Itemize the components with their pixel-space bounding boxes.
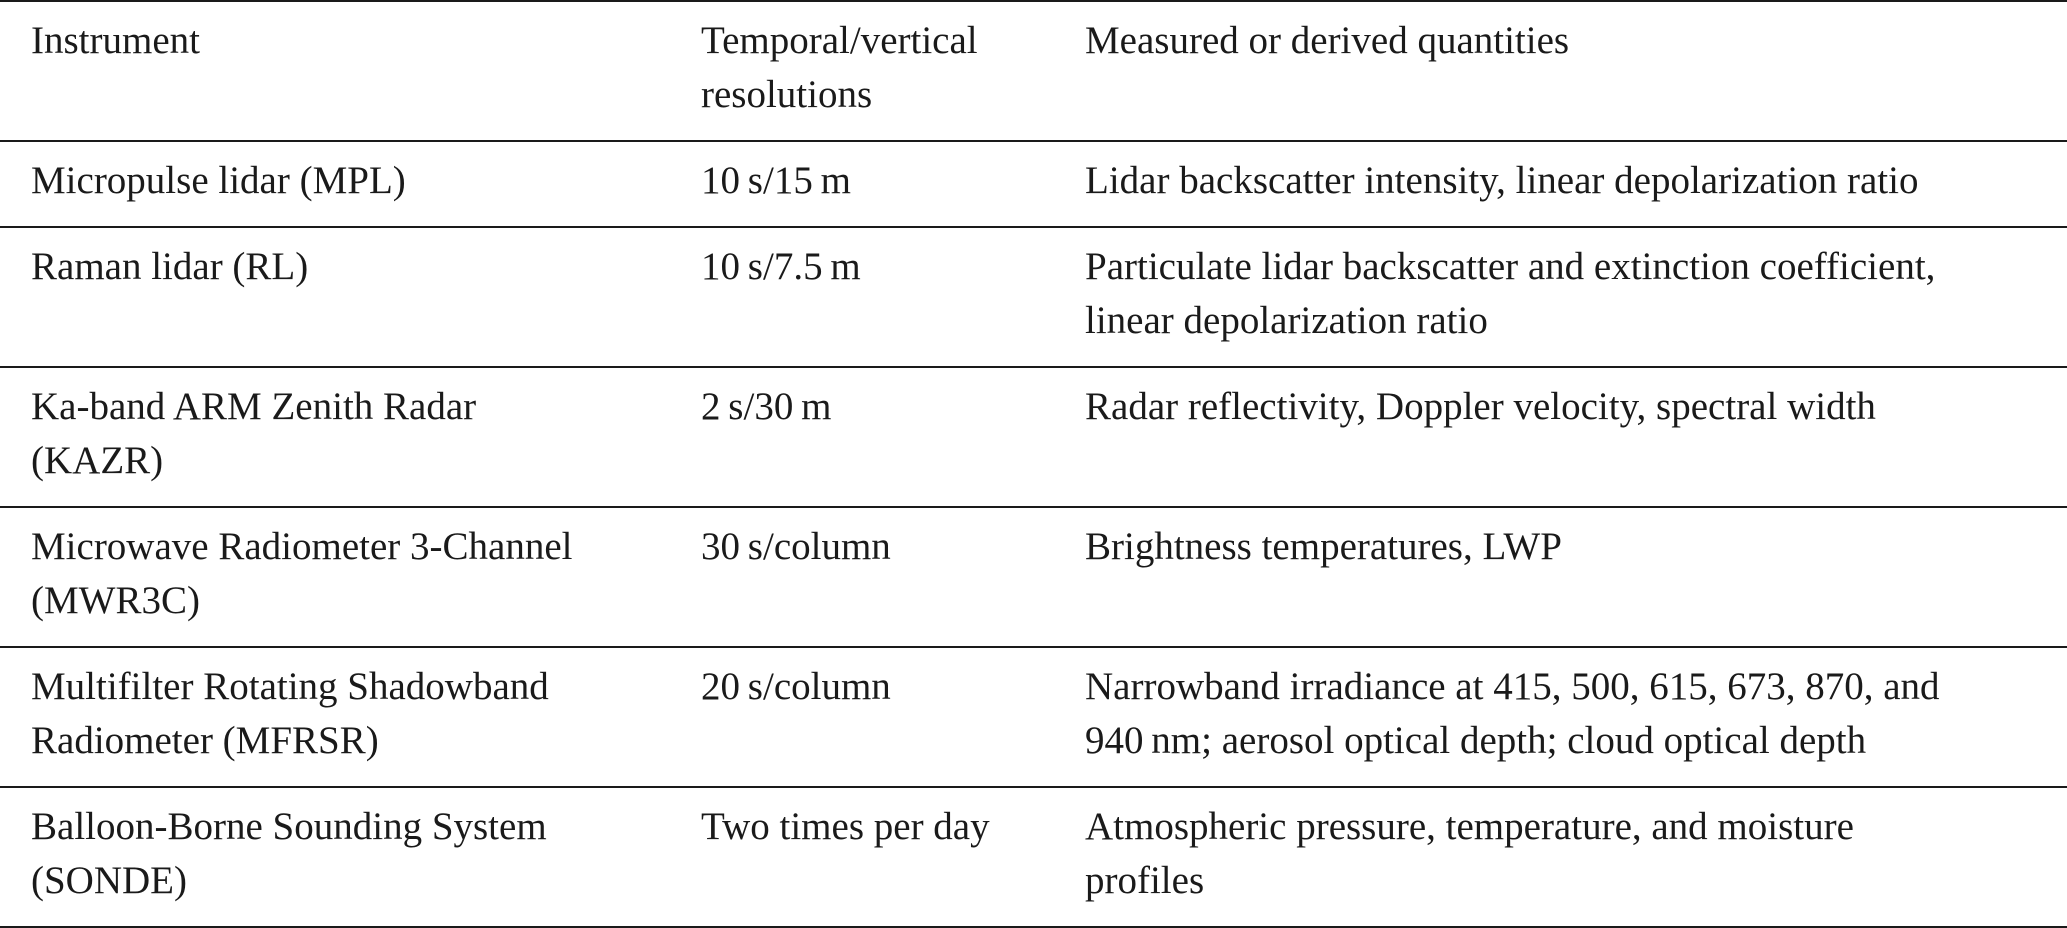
cell-instrument-line: Raman lidar (RL) bbox=[31, 245, 309, 288]
cell-instrument bbox=[0, 141, 700, 227]
cell-resolution: 2 s/30 m bbox=[701, 385, 832, 428]
cell-instrument-line: Balloon-Borne Sounding System bbox=[31, 805, 547, 848]
cell-quantities-line: Brightness temperatures, LWP bbox=[1085, 525, 1562, 568]
cell-instrument bbox=[0, 367, 700, 507]
cell-quantities-line: Particulate lidar backscatter and extinction coefficient, bbox=[1085, 245, 1936, 288]
cell-resolution: 30 s/column bbox=[701, 525, 891, 568]
cell-quantities-line: Radar reflectivity, Doppler velocity, spectral width bbox=[1085, 385, 1876, 428]
table-row bbox=[0, 787, 2067, 927]
cell-resolution: 10 s/15 m bbox=[701, 159, 851, 202]
table-row bbox=[0, 647, 2067, 787]
cell-instrument bbox=[0, 787, 700, 927]
table-header-row bbox=[0, 1, 2067, 141]
cell-resolution: 20 s/column bbox=[701, 665, 891, 708]
cell-quantities bbox=[1085, 227, 2067, 367]
cell-quantities bbox=[1085, 787, 2067, 927]
cell-quantities bbox=[1085, 647, 2067, 787]
header-resolution bbox=[700, 1, 1085, 141]
cell-instrument-line: (MWR3C) bbox=[31, 579, 200, 622]
cell-instrument bbox=[0, 227, 700, 367]
cell-instrument-line: Multifilter Rotating Shadowband bbox=[31, 665, 549, 708]
cell-instrument-line: Micropulse lidar (MPL) bbox=[31, 159, 406, 202]
cell-quantities-line: Lidar backscatter intensity, linear depolarization ratio bbox=[1085, 159, 1919, 202]
cell-instrument-line: Ka-band ARM Zenith Radar bbox=[31, 385, 477, 428]
cell-resolution: 10 s/7.5 m bbox=[701, 245, 861, 288]
cell-resolution: Two times per day bbox=[701, 805, 990, 848]
cell-instrument bbox=[0, 647, 700, 787]
header-quantities: Measured or derived quantities bbox=[1085, 19, 1570, 62]
header-resolution-line1: Temporal/vertical bbox=[701, 19, 978, 62]
cell-quantities-line: Narrowband irradiance at 415, 500, 615, 673, 870, and bbox=[1085, 665, 1940, 708]
cell-quantities bbox=[1085, 141, 2067, 227]
cell-quantities bbox=[1085, 367, 2067, 507]
cell-instrument-line: (SONDE) bbox=[31, 859, 187, 902]
cell-quantities-line: 940 nm; aerosol optical depth; cloud optical depth bbox=[1085, 719, 1867, 762]
header-resolution-line2: resolutions bbox=[701, 73, 873, 116]
cell-instrument bbox=[0, 507, 700, 647]
table-row bbox=[0, 367, 2067, 507]
table-row bbox=[0, 507, 2067, 647]
table-row bbox=[0, 141, 2067, 227]
table-row bbox=[0, 227, 2067, 367]
cell-quantities-line: linear depolarization ratio bbox=[1085, 299, 1488, 342]
cell-quantities-line: Atmospheric pressure, temperature, and moisture bbox=[1085, 805, 1854, 848]
cell-instrument-line: Microwave Radiometer 3-Channel bbox=[31, 525, 573, 568]
cell-instrument-line: Radiometer (MFRSR) bbox=[31, 719, 379, 762]
cell-quantities-line: profiles bbox=[1085, 859, 1205, 902]
header-instrument: Instrument bbox=[31, 19, 200, 62]
cell-instrument-line: (KAZR) bbox=[31, 439, 164, 482]
cell-quantities bbox=[1085, 507, 2067, 647]
